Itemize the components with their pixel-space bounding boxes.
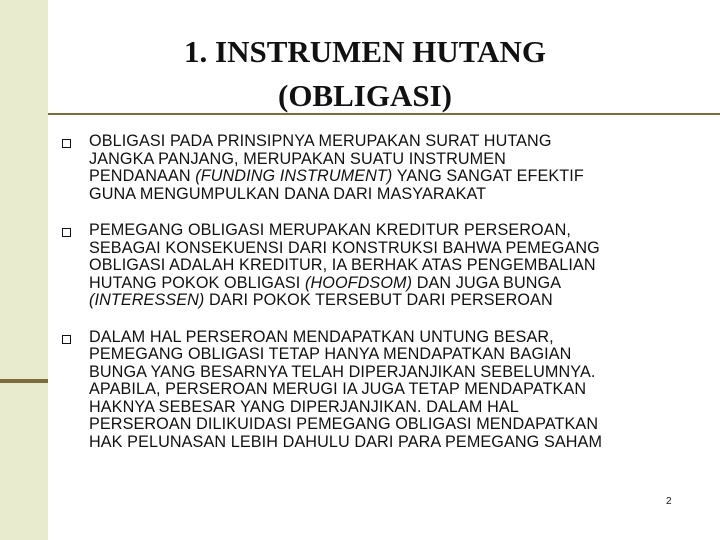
bullet-text [89,133,692,203]
title-line: 1. INSTRUMEN HUTANG [184,34,546,69]
bullet-line: SEBAGAI KONSEKUENSI DARI KONSTRUKSI BAHWA PEMEGANG [89,238,600,257]
bullet-line: HAK PELUNASAN LEBIH DAHULU DARI PARA PEMEGANG SAHAM [89,432,603,451]
bullet-line: PENDANAAN (FUNDING INSTRUMENT) YANG SANGAT EFEKTIF [89,167,584,185]
bullet-line: OBLIGASI ADALAH KREDITUR, IA BERHAK ATAS PENGEMBALIAN [89,256,596,274]
bullet-line: APABILA, PERSEROAN MERUGI IA JUGA TETAP MENDAPATKAN [89,380,587,398]
bullet-line: HUTANG POKOK OBLIGASI (HOOFDSOM) DAN JUGA BUNGA [89,273,562,292]
left-side-band [0,0,48,540]
bullet-text [89,222,692,310]
square-bullet-icon [62,335,71,344]
bullet-line: (INTERESSEN) DARI POKOK TERSEBUT DARI PERSEROAN [89,291,553,309]
bullet-line: DALAM HAL PERSEROAN MENDAPATKAN UNTUNG BESAR, [89,327,554,346]
page-number: 2 [666,496,672,507]
square-bullet-icon [62,139,71,148]
bullet-line: HAKNYA SEBESAR YANG DIPERJANJIKAN. DALAM HAL [89,397,519,416]
bullet-line: JANGKA PANJANG, MERUPAKAN SUATU INSTRUMEN [89,149,506,168]
title-line: (OBLIGASI) [278,78,452,113]
bullet-line: GUNA MENGUMPULKAN DANA DARI MASYARAKAT [89,184,487,203]
bullet-line: PEMEGANG OBLIGASI TETAP HANYA MENDAPATKAN BAGIAN [89,345,572,363]
bullet-list [62,133,692,470]
bullet-line: OBLIGASI PADA PRINSIPNYA MERUPAKAN SURAT HUTANG [89,132,552,150]
bullet-text [89,329,692,452]
bullet-line: BUNGA YANG BESARNYA TELAH DIPERJANJIKAN SEBELUMNYA. [89,362,596,381]
bullet-line: PERSEROAN DILIKUIDASI PEMEGANG OBLIGASI MENDAPATKAN [89,415,599,433]
slide-title [60,30,670,118]
bullet-line: PEMEGANG OBLIGASI MERUPAKAN KREDITUR PERSEROAN, [89,221,572,239]
side-accent-mark [0,379,48,383]
bullet-item [62,329,692,452]
bullet-item [62,222,692,310]
bullet-item [62,133,692,203]
square-bullet-icon [62,228,71,237]
